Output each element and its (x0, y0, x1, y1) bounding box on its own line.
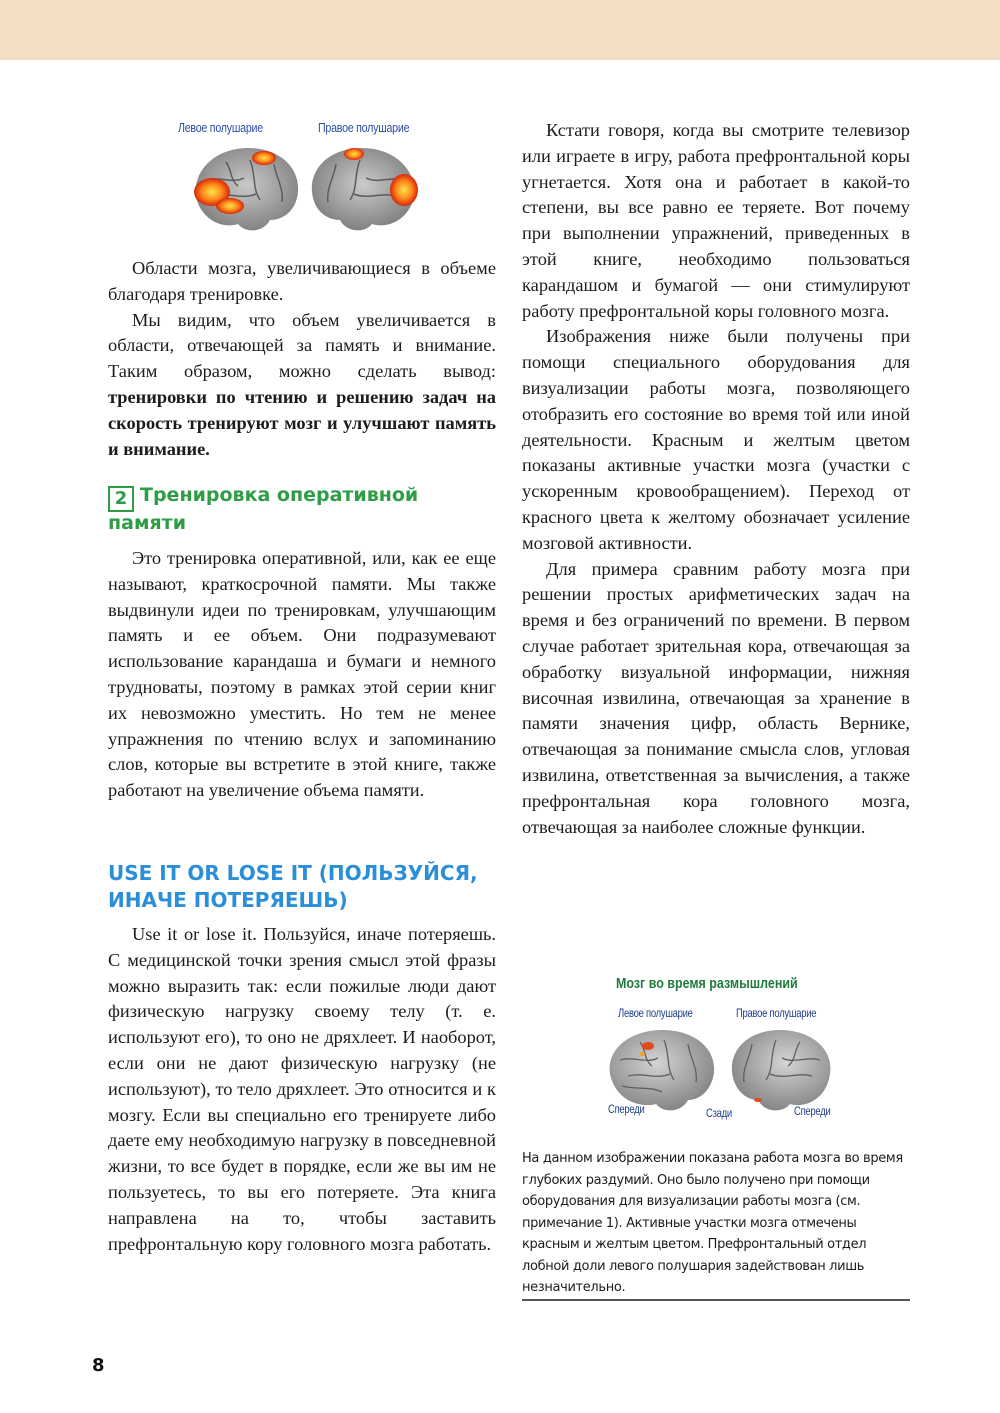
brain-thinking-left-image (602, 1024, 720, 1116)
left-column (108, 256, 496, 462)
figure-bottom-label-left: Левое полушарие (618, 1008, 693, 1020)
left-column-section-3 (108, 922, 496, 1257)
figure-bottom-label-right: Правое полушарие (736, 1008, 817, 1020)
right-paragraph-1: Кстати говоря, когда вы смотрите телевизор или играете в игру, работа префронтальной коры угнетается. Хотя она и работает в какой-то степени, вы все равно ее теряете. Вот почему при выполнении упражнений, приведенных в этой книге, необходимо пользоваться карандашом и бумагой — они стимулируют работу префронтальной коры головного мозга. (522, 120, 910, 321)
left-paragraph-3: Это тренировка оперативной, или, как ее еще называют, краткосрочной памяти. Мы также выдвинули идеи по тренировкам, улучшающим память и ее объем. Они подразумевают использование карандаша и бумаги и немного трудноваты, поэтому в рамках этой серии книг их невозможно уместить. Но тем не менее упражнения по чтению вслух и запоминанию слов, которые вы встретите в этой книге, также работают на увеличение объема памяти. (108, 548, 496, 801)
left-paragraph-2-bold: тренировки по чтению и решению задач на скорость тренируют мозг и улучшают память и внимание. (108, 386, 496, 459)
left-column-section-2 (108, 546, 496, 804)
left-paragraph-2 (108, 308, 496, 463)
right-paragraph-2: Изображения ниже были получены при помощи специального оборудования для визуализации работы мозга, позволяющего отобразить его состояние во время той или иной деятельности. Красным и желтым цветом показаны активные участки мозга (участки с ускоренным кровообращением). Переход от красного цвета к желтому обозначает усиление мозговой активности. (522, 326, 910, 553)
figure-top-label-left: Левое полушарие (178, 120, 263, 135)
figure-bottom-front-right: Спереди (794, 1106, 831, 1118)
right-paragraph-3: Для примера сравним работу мозга при решении простых арифметических задач на время и без ограничений по времени. В первом случае работает зрительная кора, отвечающая за обработку визуальной информации, нижняя височная извилина, отвечающая за хранение в памяти значения цифр, область Вернике, отвечающая за понимание смысла слов, угловая извилина, ответственная за вычисления, а также префронтальная кора головного мозга, отвечающая за наиболее сложные функции. (522, 558, 910, 837)
section-number-badge: 2 (108, 486, 134, 512)
left-paragraph-2-text: Мы видим, что объем увеличивается в области, отвечающей за память и внимание. Таким образом, можно сделать вывод: (108, 309, 496, 382)
section-heading-2 (108, 484, 498, 535)
caption-divider (522, 1299, 910, 1301)
brain-right-hemisphere-image (304, 140, 424, 236)
section-heading-2-text: Тренировка оперативной памяти (108, 484, 419, 534)
brain-thinking-right-image (728, 1024, 838, 1116)
left-paragraph-4: Use it or lose it. Пользуйся, иначе потеряешь. С медицинской точки зрения смысл этой фразы можно выразить так: если пожилые люди дают физическую нагрузку своему телу (т. е. используют его), то оно не дряхлеет. И наоборот, если они не дают физическую нагрузку (не используют), то тело дряхлеет. Это относится и к мозгу. Если вы специально его тренируете либо даете ему необходимую нагрузку в повседневной жизни, то все будет в порядке, если же вы им не пользуетесь, то вы его потеряете. Эта книга направлена на то, чтобы заставить префронтальную кору головного мозга работать. (108, 924, 496, 1254)
figure-bottom-caption: На данном изображении показана работа мозга во время глубоких раздумий. Оно было получено при помощи оборудования для визуализации работы мозга (см. примечание 1). Активные участки мозга отмечены красным и желтым цветом. Префронтальный отдел лобной доли левого полушария задействован лишь незначительно. (522, 1151, 903, 1295)
figure-bottom-back: Сзади (706, 1108, 732, 1120)
figure-bottom-title: Мозг во время размышлений (616, 976, 798, 992)
figure-top-caption: Области мозга, увеличивающиеся в объеме благодаря тренировке. (108, 258, 496, 304)
page-number: 8 (92, 1355, 105, 1376)
right-column (522, 118, 910, 840)
section-heading-use-it-or-lose-it: USE IT OR LOSE IT (ПОЛЬЗУЙСЯ, ИНАЧЕ ПОТЕРЯЕШЬ) (108, 861, 478, 912)
figure-top-label-right: Правое полушарие (318, 120, 410, 135)
figure-bottom-front-left: Спереди (608, 1104, 645, 1116)
brain-left-hemisphere-image (186, 140, 306, 236)
top-color-band (0, 0, 1000, 60)
